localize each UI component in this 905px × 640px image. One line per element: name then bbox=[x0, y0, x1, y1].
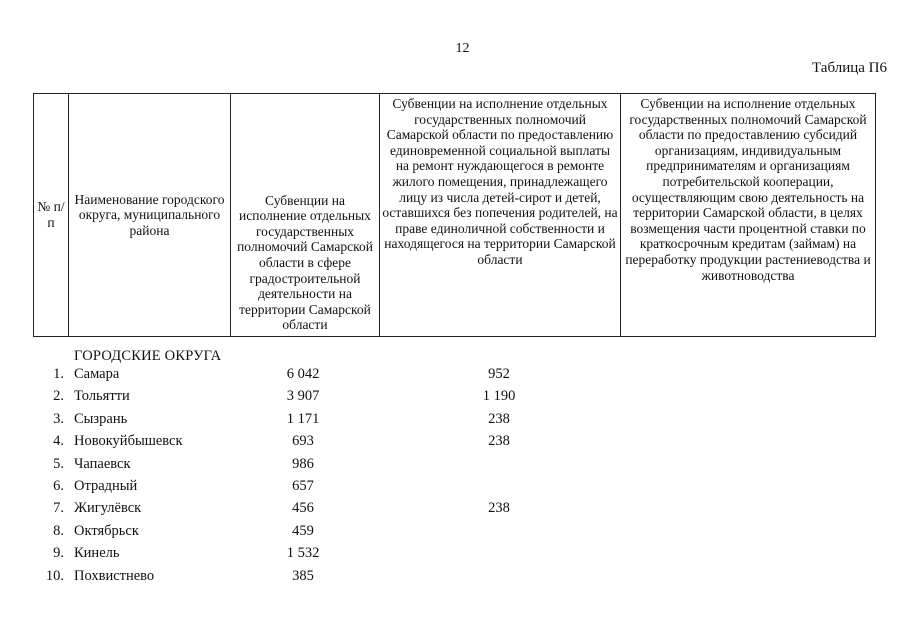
section-heading: ГОРОДСКИЕ ОКРУГА bbox=[74, 348, 222, 364]
row-value-housing-repair: 238 bbox=[488, 500, 510, 517]
row-value-urban-planning: 693 bbox=[292, 433, 314, 450]
page-number: 12 bbox=[455, 41, 470, 56]
row-number: 5. bbox=[53, 455, 64, 472]
header-name: Наименование городского округа, муниципального района bbox=[69, 94, 231, 337]
row-name: Чапаевск bbox=[74, 455, 131, 472]
row-value-urban-planning: 986 bbox=[292, 455, 314, 472]
row-value-housing-repair: 952 bbox=[488, 366, 510, 382]
row-value-urban-planning: 385 bbox=[292, 567, 314, 584]
row-name: Похвистнево bbox=[74, 567, 155, 584]
table-row bbox=[0, 433, 905, 453]
row-value-housing-repair: 1 190 bbox=[482, 388, 516, 405]
row-value-urban-planning: 456 bbox=[292, 500, 314, 517]
row-value-urban-planning: 657 bbox=[292, 478, 314, 494]
row-value-urban-planning: 6 042 bbox=[286, 366, 320, 382]
row-value-housing-repair: 238 bbox=[488, 433, 510, 450]
row-name: Отрадный bbox=[74, 478, 138, 494]
table-row bbox=[0, 500, 905, 520]
row-name: Жигулёвск bbox=[74, 500, 142, 517]
table-row bbox=[0, 456, 905, 476]
table-header bbox=[33, 93, 876, 337]
table-label: Таблица П6 bbox=[812, 60, 887, 76]
row-number: 6. bbox=[53, 478, 64, 494]
row-number: 7. bbox=[53, 500, 64, 517]
row-name: Октябрьск bbox=[74, 522, 139, 539]
header-subvention-urban-planning: Субвенции на исполнение отдельных государственных полномочий Самарской области в сфере градостроительной деятельности на территории Самарской области bbox=[231, 94, 380, 337]
row-number: 10. bbox=[45, 567, 64, 584]
row-number: 2. bbox=[53, 388, 64, 405]
row-name: Сызрань bbox=[74, 410, 128, 427]
table-row bbox=[0, 545, 905, 565]
row-name: Кинель bbox=[74, 545, 120, 562]
row-name: Тольятти bbox=[74, 388, 130, 405]
table-row bbox=[0, 366, 905, 386]
row-value-urban-planning: 1 171 bbox=[286, 410, 320, 427]
header-subvention-housing-repair: Субвенции на исполнение отдельных государственных полномочий Самарской области по предоставлению единовременной социальной выплаты на ремонт нуждающегося в ремонте жилого помещения, принадлежащего лицу из числа детей-сирот и детей, оставшихся без попечения родителей, на праве единоличной собственности и находящегося на территории Самарской области bbox=[380, 94, 621, 337]
header-subvention-credit-interest: Субвенции на исполнение отдельных государственных полномочий Самарской области по предоставлению субсидий организациям, индивидуальным предпринимателям и организациям потребительской кооперации, осуществляющим свою деятельность на территории Самарской области, в целях возмещения части процентной ставки по краткосрочным кредитам (займам) на переработку продукции растениеводства и животноводства bbox=[621, 94, 876, 337]
row-name: Новокуйбышевск bbox=[74, 433, 183, 450]
table-row bbox=[0, 388, 905, 408]
table-row bbox=[0, 411, 905, 431]
row-value-urban-planning: 1 532 bbox=[286, 545, 320, 562]
row-number: 4. bbox=[53, 433, 64, 450]
table-row bbox=[0, 568, 905, 588]
row-number: 3. bbox=[53, 410, 64, 427]
row-number: 1. bbox=[53, 366, 64, 382]
header-number: № п/п bbox=[34, 94, 69, 337]
table-row bbox=[0, 478, 905, 498]
row-number: 9. bbox=[53, 545, 64, 562]
row-value-housing-repair: 238 bbox=[488, 410, 510, 427]
row-name: Самара bbox=[74, 366, 120, 382]
row-value-urban-planning: 459 bbox=[292, 522, 314, 539]
table-row bbox=[0, 523, 905, 543]
row-number: 8. bbox=[53, 522, 64, 539]
row-value-urban-planning: 3 907 bbox=[286, 388, 320, 405]
